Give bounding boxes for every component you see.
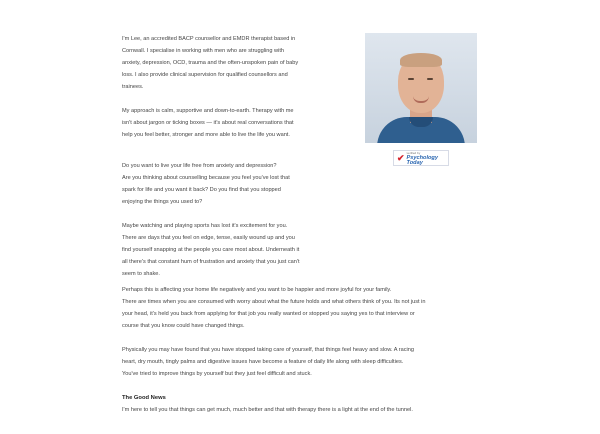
questions-paragraph-2: Maybe watching and playing sports has lost it's excitement for you. There are days that you feel on edge, tense, easily wound up and you find yourself snapping at the people you care most about. Underneath it all there's that constant hum of frustration and anxiety that you just can't seem to shake.: [122, 223, 300, 277]
wide-paragraph-1: Perhaps this is affecting your home life negatively and you want to be happier and more joyful for your family. There are times when you are consumed with worry about what the future holds and what others think of you. Its not just in your head, it's held you back from applying for that job you really wanted or stopped you saying yes to that interview or course that you know could have changed things.: [122, 287, 426, 329]
intro-paragraph-1: I'm Lee, an accredited BACP counsellor and EMDR therapist based in Cornwall. I specialise in working with men who are struggling with anxiety, depression, OCD, trauma and the often-unspoken pain of baby loss. I also provide clinical supervision for qualified counsellors and trainees.: [122, 36, 299, 90]
checkmark-icon: ✔: [397, 152, 405, 163]
intro-paragraph-2: My approach is calm, supportive and down-to-earth. Therapy with me isn't about jargon or ticking boxes — it's about real conversations that help you feel better, stronger and more able to live the life you want.: [122, 108, 294, 138]
intro-section: [122, 33, 337, 141]
wide-paragraph-2: Physically you may have found that you have stopped taking care of yourself, that things feel heavy and slow. A racing heart, dry mouth, tingly palms and digestive issues have become a feature of daily life along with sleep difficulties. You've tried to improve things by yourself but they just feel difficult and stuck.: [122, 347, 414, 377]
questions-paragraph-1: Do you want to live your life free from anxiety and depression? Are you thinking about counselling because you feel you've lost that spark for life and you want it back? Do you find that you stopped enjoying the things you used to?: [122, 163, 290, 205]
wide-paragraph-3: I'm here to tell you that things can get much, much better and that with therapy there is a light at the end of the tunnel.: [122, 407, 413, 413]
good-news-heading: The Good News: [122, 395, 166, 401]
badge-name: Psychology Today: [406, 154, 438, 166]
profile-photo: [365, 33, 477, 143]
questions-section: [122, 160, 342, 280]
badge-verified-label: verified by: [406, 150, 421, 155]
psychology-today-badge[interactable]: [393, 150, 449, 166]
wide-section: [122, 284, 467, 416]
